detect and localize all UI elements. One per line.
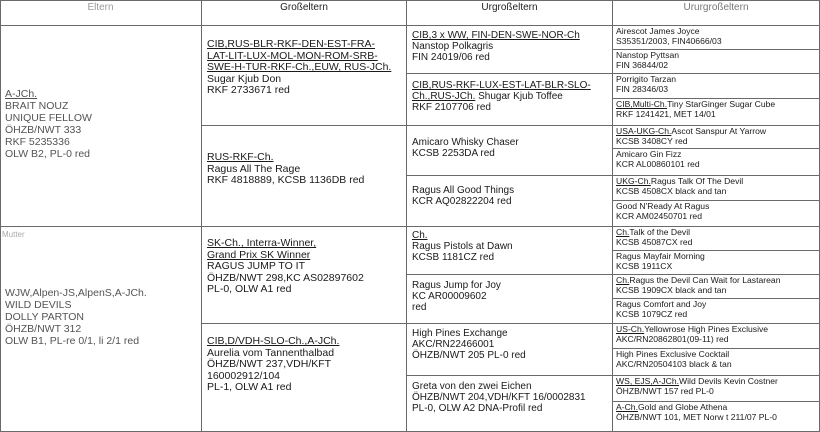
great-great-grandparent-entry bbox=[613, 201, 819, 222]
great-grandparent-cell bbox=[407, 26, 613, 74]
great-grandparent-line: Greta von den zwei Eichen bbox=[412, 381, 532, 392]
great-great-grandparent-cell bbox=[613, 176, 820, 201]
great-grandparent-line: Amicaro Whisky Chaser bbox=[412, 137, 519, 148]
ggg-line: Amicaro Gin Fizz bbox=[616, 149, 682, 159]
ggg-name: Tiny StarGinger Sugar Cube bbox=[667, 99, 776, 109]
ggg-line: FIN 36844/02 bbox=[616, 59, 669, 70]
great-grandparent-cell bbox=[407, 227, 613, 275]
great-grandparent-line: High Pines Exchange bbox=[412, 328, 508, 339]
great-grandparent-line: red bbox=[412, 302, 427, 313]
grandparent-line: RKF 4818889, KCSB 1136DB red bbox=[207, 174, 365, 186]
ggg-line: Good N'Ready At Ragus bbox=[616, 201, 710, 211]
great-great-grandparent-cell bbox=[613, 74, 820, 99]
great-grandparent-line: Ragus Pistols at Dawn bbox=[412, 241, 513, 252]
great-great-grandparent-entry bbox=[613, 50, 819, 71]
great-great-grandparent-entry bbox=[613, 251, 819, 272]
great-great-grandparent-entry bbox=[613, 74, 819, 95]
great-great-grandparent-cell bbox=[613, 402, 820, 432]
grandparent-title: LAT-LIT-LUX-MOL-MON-ROM-SRB- bbox=[207, 49, 378, 62]
ggg-title: Ch. bbox=[616, 275, 630, 285]
great-grandparent-line: ÖHZB/NWT 204,VDH/KFT 16/0002831 bbox=[412, 392, 586, 403]
grandparent-entry bbox=[202, 336, 406, 394]
header-grandparents-label: Großeltern bbox=[280, 2, 328, 13]
great-great-grandparent-cell bbox=[613, 275, 820, 299]
mother-line: OLW B1, PL-re 0/1, li 2/1 red bbox=[5, 335, 140, 347]
great-grandparent-entry bbox=[407, 280, 612, 313]
grandparent-line: Aurelia vom Tannenthalbad bbox=[207, 346, 335, 359]
ggg-line: High Pines Exclusive Cocktail bbox=[616, 349, 730, 359]
header-great-grandparents bbox=[407, 0, 613, 26]
ggg-line: KCSB 1911CX bbox=[616, 260, 673, 271]
ggg-title: UKG-Ch. bbox=[616, 176, 651, 186]
great-great-grandparent-cell bbox=[613, 324, 820, 349]
great-grandparent-entry bbox=[407, 137, 612, 159]
great-great-grandparent-entry bbox=[613, 26, 819, 47]
great-great-grandparent-cell bbox=[613, 201, 820, 227]
great-grandparent-title: Ch. bbox=[412, 230, 428, 241]
father-line: UNIQUE FELLOW bbox=[5, 112, 92, 124]
ggg-line: KCR AL00860101 red bbox=[616, 158, 700, 169]
great-great-grandparent-cell bbox=[613, 227, 820, 251]
great-great-grandparent-entry bbox=[613, 349, 819, 370]
header-ggg-label: Ururgroßeltern bbox=[683, 2, 749, 13]
great-grandparent-cell bbox=[407, 126, 613, 176]
ggg-line: KCSB 4508CX black and tan bbox=[616, 185, 727, 196]
ggg-line: Ragus Comfort and Joy bbox=[616, 299, 707, 309]
ggg-title: US-Ch. bbox=[616, 324, 645, 334]
grandparent-title: RUS-RKF-Ch. bbox=[207, 151, 274, 163]
great-grandparent-cell bbox=[407, 324, 613, 376]
father-line: BRAIT NOUZ bbox=[5, 100, 69, 112]
great-great-grandparent-cell bbox=[613, 99, 820, 126]
great-great-grandparent-entry bbox=[613, 99, 819, 120]
mother-entry bbox=[0, 287, 201, 347]
ggg-line: ÖHZB/NWT 157 red PL-0 bbox=[616, 385, 714, 396]
great-great-grandparent-cell bbox=[613, 26, 820, 50]
great-grandparent-entry bbox=[407, 230, 612, 263]
grandparent-cell bbox=[202, 26, 407, 126]
ggg-line: FIN 28346/03 bbox=[616, 83, 669, 94]
ggg-name: Yellowrose High Pines Exclusive bbox=[644, 324, 769, 334]
grandparent-title: CIB,D/VDH-SLO-Ch.,A-JCh. bbox=[207, 335, 340, 347]
great-grandparent-line: KCSB 2253DA red bbox=[412, 148, 495, 159]
ggg-line: Airescot James Joyce bbox=[616, 26, 700, 36]
great-great-grandparent-entry bbox=[613, 299, 819, 320]
great-grandparent-entry bbox=[407, 80, 612, 113]
mother-title: WJW,Alpen-JS,AlpenS,A-JCh. bbox=[5, 287, 147, 299]
grandparent-line: Ragus All The Rage bbox=[207, 162, 301, 175]
ggg-line: KCR AM02450701 red bbox=[616, 210, 702, 221]
ggg-line: ÖHZB/NWT 101, MET Norw t 211/07 PL-0 bbox=[616, 411, 777, 422]
great-great-grandparent-cell bbox=[613, 149, 820, 176]
great-great-grandparent-entry bbox=[613, 176, 819, 197]
great-great-grandparent-entry bbox=[613, 227, 819, 248]
dam-label: Mutter bbox=[2, 230, 25, 239]
great-grandparent-line: KC AR00009602 bbox=[412, 291, 487, 302]
father-line: RKF 5235336 bbox=[5, 136, 70, 148]
ggg-line: Ragus Mayfair Morning bbox=[616, 251, 705, 261]
great-grandparent-line: Ragus All Good Things bbox=[412, 185, 515, 196]
great-great-grandparent-cell bbox=[613, 126, 820, 149]
father-cell bbox=[0, 26, 202, 227]
father-entry bbox=[0, 88, 201, 160]
great-great-grandparent-entry bbox=[613, 402, 819, 423]
header-parents-label: Eltern bbox=[87, 2, 114, 13]
ggg-line: KCSB 1079CZ red bbox=[616, 308, 688, 319]
ggg-line: RKF 1241421, MET 14/01 bbox=[616, 108, 716, 119]
grandparent-line: PL-1, OLW A1 red bbox=[207, 381, 292, 393]
great-grandparent-line: KCSB 1181CZ red bbox=[412, 252, 495, 263]
grandparent-line: Sugar Kjub Don bbox=[207, 72, 282, 85]
ggg-title: Ch. bbox=[616, 227, 630, 237]
ggg-name: Wild Devils Kevin Costner bbox=[679, 376, 778, 386]
grandparent-title: SK-Ch., Interra-Winner, bbox=[207, 237, 317, 249]
mother-line: DOLLY PARTON bbox=[5, 311, 84, 323]
grandparent-line: PL-0, OLW A1 red bbox=[207, 283, 292, 295]
ggg-name: Talk of the Devil bbox=[629, 227, 691, 237]
grandparent-line: 160002912/104 bbox=[207, 369, 280, 382]
grandparent-line: ÖHZB/NWT 298,KC AS02897602 bbox=[207, 271, 364, 284]
father-line: ÖHZB/NWT 333 bbox=[5, 124, 82, 136]
ggg-title: CIB,Multi-Ch. bbox=[616, 99, 668, 109]
great-great-grandparent-cell bbox=[613, 349, 820, 376]
grandparent-title: SWE-H-TUR-RKF-Ch.,EUW, RUS-JCh. bbox=[207, 61, 392, 73]
great-grandparent-line: RKF 2107706 red bbox=[412, 102, 491, 113]
grandparent-title: Grand Prix SK Winner bbox=[207, 248, 311, 261]
header-great-grandparents-label: Urgroßeltern bbox=[481, 2, 538, 13]
great-grandparent-name: Shugar Kjub Toffee bbox=[478, 91, 563, 102]
ggg-line: S35351/2003, FIN40666/03 bbox=[616, 35, 722, 46]
great-grandparent-line: PL-0, OLW A2 DNA-Profil red bbox=[412, 403, 543, 414]
grandparent-entry bbox=[202, 238, 406, 296]
mother-line: WILD DEVILS bbox=[5, 299, 72, 311]
great-grandparent-cell bbox=[407, 376, 613, 432]
father-title: A-JCh. bbox=[5, 88, 38, 100]
grandparent-entry bbox=[202, 152, 406, 187]
great-great-grandparent-entry bbox=[613, 376, 819, 397]
great-grandparent-title: CIB,RUS-RKF-LUX-EST-LAT-BLR-SLO-Ch.,RUS-JCh. bbox=[412, 80, 591, 102]
header-grandparents bbox=[202, 0, 407, 26]
great-grandparent-line: Ragus Jump for Joy bbox=[412, 280, 501, 291]
sire-label bbox=[0, 26, 201, 32]
father-line: OLW B2, PL-0 red bbox=[5, 148, 91, 160]
ggg-name: Ragus the Devil Can Wait for Lastarean bbox=[629, 275, 781, 285]
ggg-line: Porrigito Tarzan bbox=[616, 74, 677, 84]
ggg-line: KCSB 45087CX red bbox=[616, 236, 693, 247]
great-grandparent-line: FIN 24019/06 red bbox=[412, 52, 490, 63]
great-great-grandparent-entry bbox=[613, 149, 819, 170]
grandparent-cell bbox=[202, 227, 407, 324]
great-great-grandparent-cell bbox=[613, 299, 820, 324]
mother-line: ÖHZB/NWT 312 bbox=[5, 323, 82, 335]
ggg-line: KCSB 3408CY red bbox=[616, 135, 688, 146]
great-great-grandparent-cell bbox=[613, 376, 820, 402]
great-grandparent-line: ÖHZB/NWT 205 PL-0 red bbox=[412, 350, 526, 361]
great-grandparent-entry bbox=[407, 185, 612, 207]
great-grandparent-title: CIB,3 x WW, FIN-DEN-SWE-NOR-Ch bbox=[412, 30, 580, 41]
great-grandparent-cell bbox=[407, 275, 613, 324]
great-grandparent-entry bbox=[407, 381, 612, 414]
header-parents bbox=[0, 0, 202, 26]
ggg-line: Nanstop Pyttsan bbox=[616, 50, 680, 60]
grandparent-line: RKF 2733671 red bbox=[207, 84, 290, 96]
great-grandparent-entry bbox=[407, 328, 612, 361]
great-great-grandparent-entry bbox=[613, 324, 819, 345]
great-great-grandparent-entry bbox=[613, 126, 819, 147]
grandparent-line: RAGUS JUMP TO IT bbox=[207, 260, 306, 272]
great-grandparent-cell bbox=[407, 74, 613, 126]
ggg-title: WS, EJS,A-JCh. bbox=[616, 376, 680, 386]
grandparent-cell bbox=[202, 324, 407, 432]
mother-cell bbox=[0, 227, 202, 432]
ggg-name: Ascot Sanspur At Yarrow bbox=[671, 126, 767, 136]
great-grandparent-line: KCR AQ02822204 red bbox=[412, 196, 512, 207]
ggg-name: Gold and Globe Athena bbox=[637, 402, 728, 412]
great-grandparent-entry bbox=[407, 30, 612, 63]
ggg-title: A-Ch. bbox=[616, 402, 638, 412]
great-great-grandparent-entry bbox=[613, 275, 819, 296]
grandparent-entry bbox=[202, 39, 406, 97]
great-great-grandparent-cell bbox=[613, 50, 820, 74]
ggg-name: Ragus Talk Of The Devil bbox=[650, 176, 744, 186]
great-grandparent-line: AKC/RN22466001 bbox=[412, 339, 495, 350]
grandparent-title: CIB,RUS-BLR-RKF-DEN-EST-FRA- bbox=[207, 38, 376, 50]
ggg-line: AKC/RN20862801(09-11) red bbox=[616, 333, 729, 344]
ggg-line: KCSB 1909CX black and tan bbox=[616, 284, 727, 295]
great-great-grandparent-cell bbox=[613, 251, 820, 275]
great-grandparent-line: Nanstop Polkagris bbox=[412, 41, 494, 52]
ggg-line: AKC/RN20504103 black & tan bbox=[616, 358, 732, 369]
great-grandparent-cell bbox=[407, 176, 613, 227]
grandparent-cell bbox=[202, 126, 407, 227]
ggg-title: USA-UKG-Ch. bbox=[616, 126, 672, 136]
header-great-great-grandparents bbox=[613, 0, 820, 26]
grandparent-line: ÖHZB/NWT 237,VDH/KFT bbox=[207, 358, 332, 370]
